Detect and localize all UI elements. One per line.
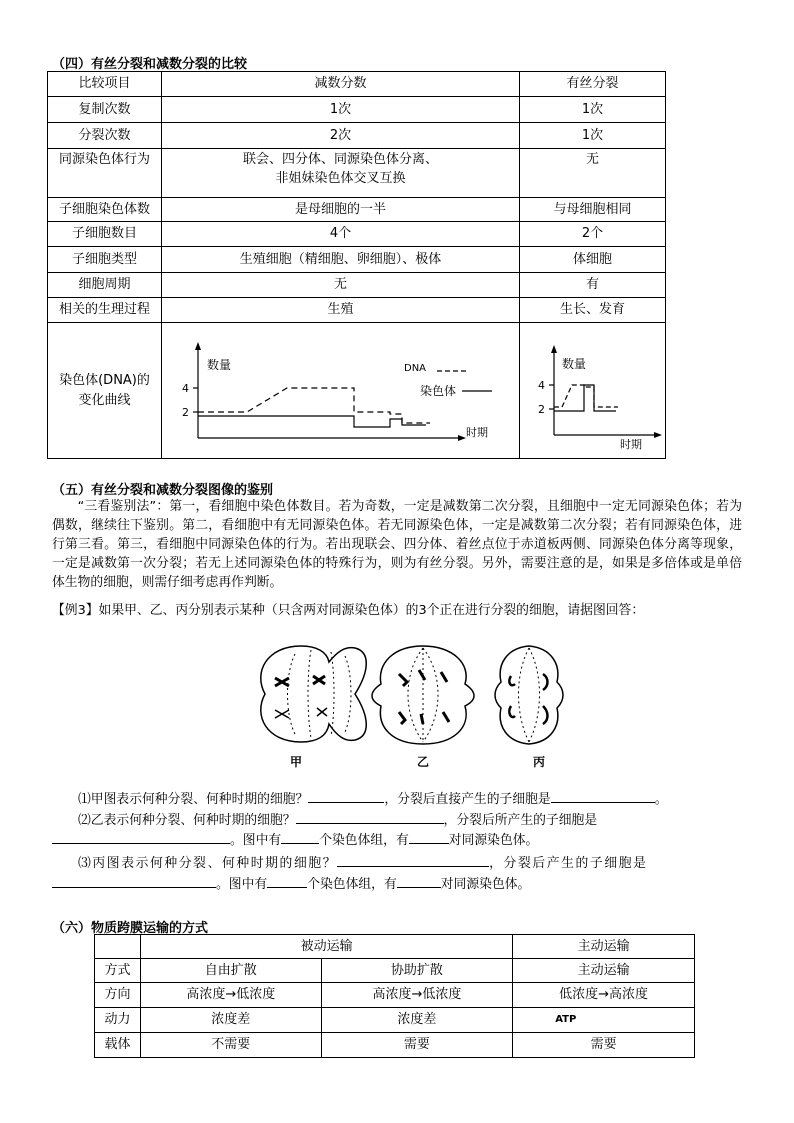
transport-row (95, 1033, 695, 1058)
cell-label-bing: 丙 (533, 755, 546, 769)
active-transport-cell: 低浓度→高浓度 (513, 983, 695, 1008)
facilitated-diffusion-cell: 高浓度→低浓度 (321, 983, 513, 1008)
cell-jia (261, 646, 366, 742)
q2-text-a: ⑵乙表示何种分裂、何种时期的细胞？ (78, 813, 296, 828)
legend-chromosome-label: 染色体 (420, 384, 457, 398)
three-look-paragraph: “三看鉴别法”：第一，看细胞中染色体数目。若为奇数，一定是减数第二次分裂，且细胞中一定无同源染色体；若为偶数，继续往下鉴别。第二，看细胞中有无同源染色体。若无同源染色体，一定是减数第二次分裂；若有同源染色体，进行第三看。第三，看细胞中同源染色体的行为。若出现联会、四分体、着丝点位于赤道板两侧、同源染色体分离等现象，一定是减数第一次分裂；若无上述同源染色体的特殊行为，则为有丝分裂。另外，需要注意的是，如果是多倍体或是单倍体生物的细胞，则需仔细考虑再作判断。 (52, 499, 742, 590)
cell-bing (495, 646, 563, 744)
table-row (48, 198, 666, 222)
meiosis-cell: 生殖细胞（精细胞、卵细胞）、极体 (162, 247, 520, 273)
row-label: 方向 (95, 983, 141, 1008)
mitosis-cell: 体细胞 (520, 247, 666, 273)
row-label: 子细胞数目 (48, 222, 162, 247)
mitosis-cell: 生长、发育 (520, 298, 666, 323)
free-diffusion-cell: 高浓度→低浓度 (140, 983, 321, 1008)
row-label: 细胞周期 (48, 273, 162, 298)
active-transport-cell: 需要 (513, 1033, 695, 1058)
q2-blank-4[interactable] (409, 830, 449, 844)
mitosis-y-tick-2: 2 (538, 403, 545, 416)
meiosis-y-tick-2: 2 (182, 406, 189, 419)
header-cell: 减数分数 (162, 72, 520, 97)
meiosis-cell: 1次 (162, 97, 520, 123)
meiosis-cell: 生殖 (162, 298, 520, 323)
table-row (48, 222, 666, 247)
header-cell: 有丝分裂 (520, 72, 666, 97)
cell-yi (372, 646, 474, 744)
free-diffusion-cell: 不需要 (140, 1033, 321, 1058)
meiosis-graph (162, 323, 519, 453)
q2-text-e: 对同源染色体。 (448, 833, 539, 848)
meiosis-cell: 是母细胞的一半 (162, 198, 520, 222)
meiosis-cell: 无 (162, 273, 520, 298)
q1-blank-2[interactable] (551, 789, 655, 803)
q3-text-e: 对同源染色体。 (440, 877, 531, 892)
meiosis-x-title: 时期 (466, 426, 488, 439)
facilitated-diffusion-cell: 需要 (321, 1033, 513, 1058)
q2-blank-3[interactable] (281, 830, 319, 844)
row-label: 同源染色体行为 (48, 149, 162, 198)
meiosis-dna-line (198, 388, 430, 423)
question-2-cont (52, 830, 538, 850)
q2-blank-2[interactable] (52, 830, 230, 844)
table-row (48, 298, 666, 323)
transport-row (95, 983, 695, 1008)
row-label: 动力 (95, 1008, 141, 1033)
row-label: 复制次数 (48, 97, 162, 123)
question-2 (78, 810, 597, 830)
mitosis-cell: 与母细胞相同 (520, 198, 666, 222)
mitosis-y-title: 数量 (562, 357, 587, 371)
table-row (48, 149, 666, 198)
mitosis-cell: 有 (520, 273, 666, 298)
meiosis-cell: 2次 (162, 123, 520, 149)
mitosis-cell: 1次 (520, 123, 666, 149)
row-label: 相关的生理过程 (48, 298, 162, 323)
meiosis-chromosome-line (198, 416, 426, 427)
empty-cell (95, 935, 141, 959)
cell-label-jia: 甲 (290, 755, 303, 769)
question-3 (78, 853, 648, 873)
facilitated-diffusion-cell: 协助扩散 (321, 959, 513, 983)
mitosis-graph (520, 323, 665, 453)
q2-text-d: 个染色体组，有 (319, 833, 409, 848)
mitosis-cell: 1次 (520, 97, 666, 123)
header-cell: 比较项目 (48, 72, 162, 97)
q3-text-d: 个染色体组，有 (307, 877, 397, 892)
example-3: 【例3】如果甲、乙、丙分别表示某种（只含两对同源染色体）的3个正在进行分裂的细胞，请据图回答： (52, 603, 645, 618)
meiosis-cell (162, 149, 520, 198)
q1-text-c: 。 (654, 792, 668, 807)
table-row (48, 97, 666, 123)
table-row-curves (48, 323, 666, 459)
transport-header-row (95, 935, 695, 959)
membrane-transport-table (94, 934, 695, 1058)
q1-blank-1[interactable] (308, 789, 384, 803)
free-diffusion-cell: 浓度差 (140, 1008, 321, 1033)
q3-text-b: ，分裂后产生的子细胞是 (489, 856, 648, 871)
legend-dna-label: DNA (404, 363, 427, 374)
question-3-cont (52, 874, 530, 894)
q3-blank-4[interactable] (397, 874, 441, 888)
row-label (48, 323, 162, 459)
transport-row (95, 959, 695, 983)
active-transport-cell: ATP (513, 1008, 695, 1033)
active-transport-cell: 主动运输 (513, 959, 695, 983)
mitosis-meiosis-table (47, 71, 666, 459)
mitosis-dna-line (554, 385, 618, 407)
meiosis-y-tick-4: 4 (182, 382, 189, 395)
active-transport-header: 主动运输 (513, 935, 695, 959)
row-label: 分裂次数 (48, 123, 162, 149)
mitosis-cell: 2个 (520, 222, 666, 247)
table-row (48, 247, 666, 273)
section-5-title: （五）有丝分裂和减数分裂图像的鉴别 (52, 483, 274, 498)
row-label: 方式 (95, 959, 141, 983)
homolog-behavior-line2: 非姐妹染色体交叉互换 (275, 171, 406, 186)
mitosis-x-title: 时期 (620, 438, 642, 451)
mitosis-graph-cell (520, 323, 666, 459)
facilitated-diffusion-cell: 浓度差 (321, 1008, 513, 1033)
curve-label-line2: 变化曲线 (78, 392, 131, 408)
section-4-title: （四）有丝分裂和减数分裂的比较 (52, 57, 248, 72)
section-6-title: （六）物质跨膜运输的方式 (52, 921, 209, 936)
q3-blank-2[interactable] (52, 874, 216, 888)
cell-label-yi: 乙 (417, 755, 430, 769)
table-row (48, 273, 666, 298)
q3-blank-1[interactable] (337, 853, 489, 867)
q3-text-a: ⑶丙图表示何种分裂、何种时期的细胞？ (78, 856, 338, 871)
q2-text-c: 。图中有 (230, 833, 282, 848)
mitosis-cell: 无 (520, 149, 666, 198)
cell-division-figure (245, 634, 605, 774)
row-label: 子细胞类型 (48, 247, 162, 273)
meiosis-graph-cell (162, 323, 520, 459)
q3-text-c: 。图中有 (216, 877, 268, 892)
table-header-row (48, 72, 666, 97)
transport-row (95, 1008, 695, 1033)
meiosis-y-title: 数量 (207, 358, 232, 372)
meiosis-cell: 4个 (162, 222, 520, 247)
passive-transport-header: 被动运输 (140, 935, 512, 959)
q2-blank-1[interactable] (296, 810, 444, 824)
row-label: 载体 (95, 1033, 141, 1058)
question-1 (78, 789, 668, 809)
q2-text-b: ，分裂后所产生的子细胞是 (443, 813, 598, 828)
table-row (48, 123, 666, 149)
curve-label-line1: 染色体(DNA)的 (59, 372, 150, 388)
q3-blank-3[interactable] (267, 874, 307, 888)
q1-text-b: ，分裂后直接产生的子细胞是 (384, 792, 551, 807)
mitosis-y-tick-4: 4 (538, 379, 545, 392)
homolog-behavior-line1: 联会、四分体、同源染色体分离、 (242, 152, 438, 167)
row-label: 子细胞染色体数 (48, 198, 162, 222)
q1-text-a: ⑴甲图表示何种分裂、何种时期的细胞？ (78, 792, 309, 807)
free-diffusion-cell: 自由扩散 (140, 959, 321, 983)
